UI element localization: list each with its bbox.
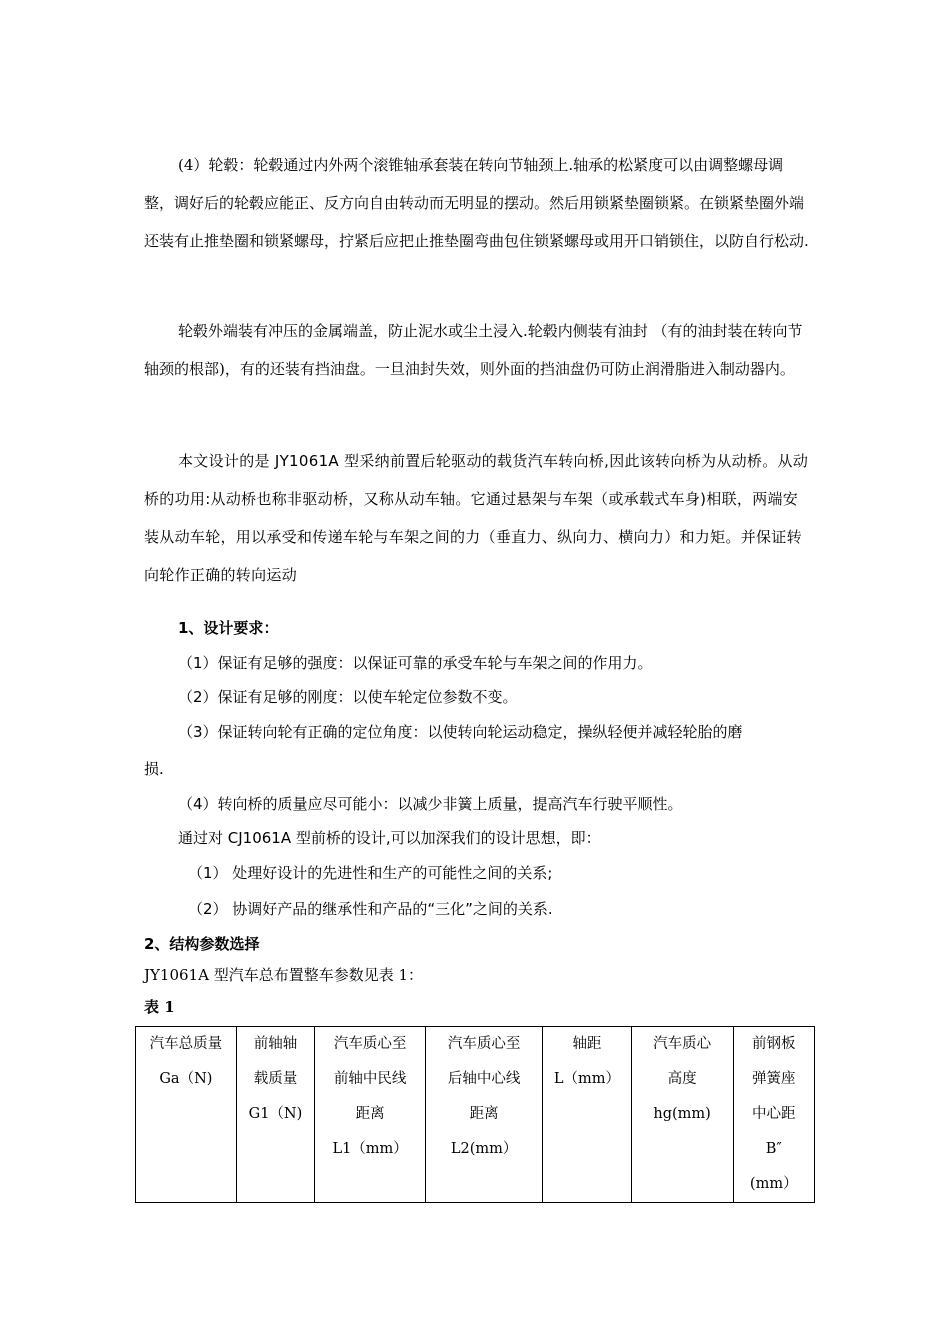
header-cell-l1-distance: 汽车质心至 前轴中民线 距离 L1（mm） [315,1027,426,1203]
header-cell-spring-seat-distance: 前钢板 弹簧座 中心距 B″ (mm） [733,1027,814,1203]
paragraph-design-intro: 本文设计的是 JY1061A 型采纳前置后轮驱动的载货汽车转向桥,因此该转向桥为从动桥。从动桥的功用:从动桥也称非驱动桥，又称从动车轴。它通过悬架与车架（或承载式车身)相联，两端安装从动车轮，用以承受和传递车轮与车架之间的力（垂直力、纵向力、横向力）和力矩。并保证转向轮作正确的转向运动 [144,452,809,584]
table-caption: 表 1 [144,998,175,1016]
vehicle-parameters-table [135,1026,815,1203]
header-cell-total-mass: 汽车总质量 Ga（N) [136,1027,237,1203]
requirement-3-line-2: 损. [144,760,164,778]
header-cell-wheelbase: 轴距 L（mm） [543,1027,632,1203]
purpose-intro: 通过对 CJ1061A 型前桥的设计,可以加深我们的设计思想，即： [178,829,601,847]
paragraph-hub-cover: 轮毂外端装有冲压的金属端盖，防止泥水或尘土浸入.轮毂内侧装有油封 （有的油封装在转向节轴颈的根部)，有的还装有挡油盘。一旦油封失效，则外面的挡油盘仍可防止润滑脂进入制动器内。 [144,322,803,378]
table-row [136,1027,815,1203]
requirement-3-line-1: （3）保证转向轮有正确的定位角度：以使转向轮运动稳定，操纵轻便并减轻轮胎的磨 [178,723,743,741]
section-2-heading: 2、结构参数选择 [144,935,260,953]
purpose-1: （1） 处理好设计的先进性和生产的可能性之间的关系; [188,864,553,882]
section-1-heading: 1、设计要求： [178,619,279,637]
header-cell-cg-height: 汽车质心 高度 hg(mm) [631,1027,733,1203]
table-intro: JY1061A 型汽车总布置整车参数见表 1： [144,966,424,984]
requirement-1: （1）保证有足够的强度：以保证可靠的承受车轮与车架之间的作用力。 [178,654,653,672]
header-cell-l2-distance: 汽车质心至 后轴中心线 距离 L2(mm） [426,1027,543,1203]
paragraph-hub: (4）轮毂：轮毂通过内外两个滚锥轴承套装在转向节轴颈上.轴承的松紧度可以由调整螺母调整，调好后的轮毂应能正、反方向自由转动而无明显的摆动。然后用锁紧垫圈锁紧。在锁紧垫圈外端还装有止推垫圈和锁紧螺母，拧紧后应把止推垫圈弯曲包住锁紧螺母或用开口销锁住，以防自行松动. [144,156,809,250]
purpose-2: （2） 协调好产品的继承性和产品的“三化”之间的关系. [188,900,553,918]
header-cell-front-axle-load: 前轴轴 载质量 G1（N) [236,1027,314,1203]
requirement-4: （4）转向桥的质量应尽可能小：以减少非簧上质量，提高汽车行驶平顺性。 [178,795,683,813]
requirement-2: （2）保证有足够的刚度：以使车轮定位参数不变。 [178,688,518,706]
